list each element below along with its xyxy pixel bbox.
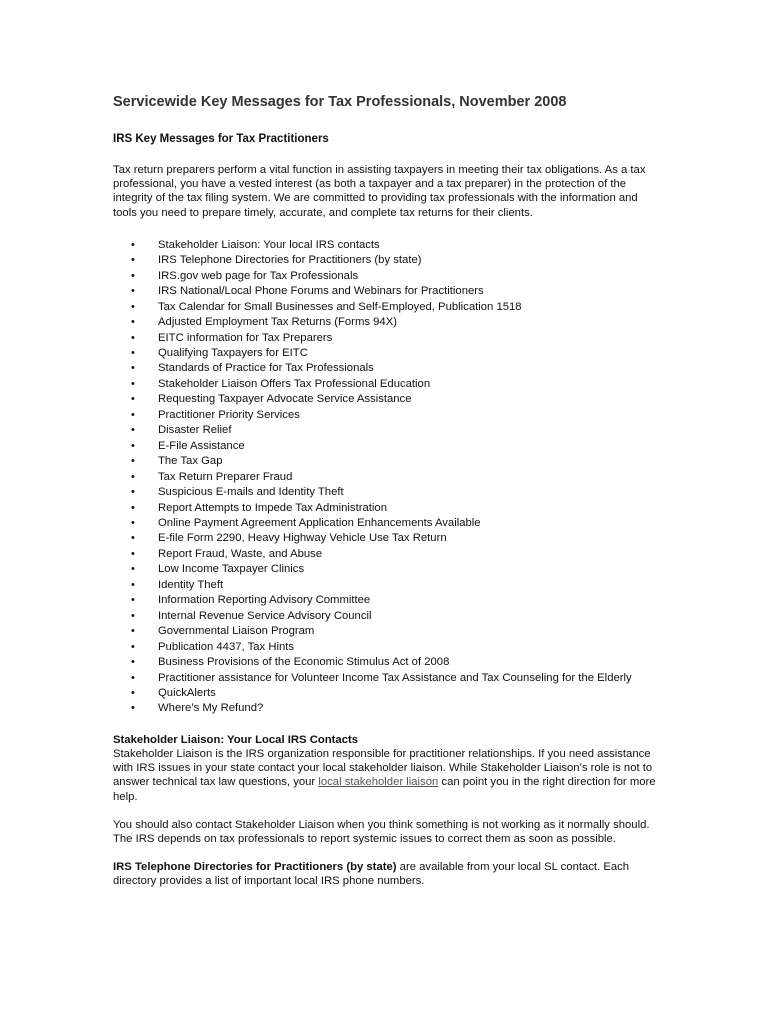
topic-list-item (113, 671, 658, 686)
topic-label: Information Reporting Advisory Committee (158, 594, 371, 607)
liaison-text-before: Stakeholder Liaison is the IRS organization responsible for practitioner relationships. If you need assistance with IRS issues in your state contact your local stakeholder liaison. While Stakeholder Liaison’s role is not to answer technical tax law questions, your (113, 748, 653, 789)
bullet-icon: • (131, 609, 135, 622)
topic-label: Tax Calendar for Small Businesses and Self-Employed, Publication 1518 (158, 300, 522, 313)
directories-text: are available from your local SL contact. Each directory provides a list of important local IRS phone numbers. (113, 861, 630, 888)
liaison-paragraph (113, 747, 658, 804)
topic-label: Internal Revenue Service Advisory Council (158, 609, 372, 622)
section-subtitle: IRS Key Messages for Tax Practitioners (113, 133, 329, 145)
topic-list-item (113, 300, 658, 315)
topic-list-item (113, 701, 658, 716)
topic-label: Disaster Relief (158, 424, 232, 437)
liaison-text-after: can point you in the right direction for more help. (113, 776, 656, 803)
topic-list-item (113, 609, 658, 624)
topic-list-item (113, 238, 658, 253)
topic-label: Identity Theft (158, 578, 224, 591)
topic-label: Report Fraud, Waste, and Abuse (158, 547, 323, 560)
topic-label: Stakeholder Liaison Offers Tax Professional Education (158, 377, 431, 390)
topic-list-item (113, 392, 658, 407)
topic-list-item (113, 593, 658, 608)
bullet-icon: • (131, 563, 135, 576)
topic-label: E-file Form 2290, Heavy Highway Vehicle Use Tax Return (158, 532, 447, 545)
topic-list-item (113, 269, 658, 284)
topic-list-item (113, 361, 658, 376)
topic-label: Qualifying Taxpayers for EITC (158, 346, 308, 359)
topic-label: Report Attempts to Impede Tax Administration (158, 501, 387, 514)
topic-label: Practitioner assistance for Volunteer Income Tax Assistance and Tax Counseling for the Elderly (158, 671, 632, 684)
topic-label: Online Payment Agreement Application Enhancements Available (158, 516, 481, 529)
topic-list-item (113, 439, 658, 454)
bullet-icon: • (131, 625, 135, 638)
bullet-icon: • (131, 501, 135, 514)
bullet-icon: • (131, 578, 135, 591)
topic-list-item (113, 284, 658, 299)
local-stakeholder-liaison-link[interactable]: local stakeholder liaison (318, 776, 439, 789)
topic-label: Requesting Taxpayer Advocate Service Assistance (158, 393, 412, 406)
bullet-icon: • (131, 455, 135, 468)
topic-list-item (113, 640, 658, 655)
bullet-icon: • (131, 393, 135, 406)
topic-label: IRS National/Local Phone Forums and Webinars for Practitioners (158, 285, 484, 298)
topic-list-item (113, 531, 658, 546)
topic-list-item (113, 578, 658, 593)
bullet-icon: • (131, 532, 135, 545)
topic-list-item (113, 253, 658, 268)
intro-paragraph: Tax return preparers perform a vital function in assisting taxpayers in meeting their tax obligations. As a tax professional, you have a vested interest (as both a taxpayer and a tax preparer) in the protection of the integrity of the tax filing system. We are committed to providing tax professionals with the information and tools you need to prepare timely, accurate, and complete tax returns for their clients. (113, 164, 646, 219)
topic-label: Tax Return Preparer Fraud (158, 470, 293, 483)
bullet-icon: • (131, 547, 135, 560)
liaison-heading: Stakeholder Liaison: Your Local IRS Contacts (113, 733, 359, 746)
topic-label: Low Income Taxpayer Clinics (158, 563, 305, 576)
topic-list-item (113, 485, 658, 500)
topic-list-item (113, 454, 658, 469)
topic-label: Practitioner Priority Services (158, 408, 300, 421)
bullet-icon: • (131, 254, 135, 267)
topic-list-item (113, 315, 658, 330)
topic-list-item (113, 624, 658, 639)
bullet-icon: • (131, 516, 135, 529)
bullet-icon: • (131, 238, 135, 251)
bullet-icon: • (131, 408, 135, 421)
bullet-icon: • (131, 702, 135, 715)
document-content (113, 92, 658, 889)
bullet-icon: • (131, 470, 135, 483)
topic-label: QuickAlerts (158, 686, 216, 699)
topic-list-item (113, 331, 658, 346)
bullet-icon: • (131, 269, 135, 282)
liaison-contact-paragraph: You should also contact Stakeholder Liaison when you think something is not working as it normally should. The IRS depends on tax professionals to report systemic issues to correct them as soon as possible. (113, 818, 650, 846)
bullet-icon: • (131, 656, 135, 669)
topic-label: Stakeholder Liaison: Your local IRS contacts (158, 238, 380, 251)
topic-list-item (113, 655, 658, 670)
bullet-icon: • (131, 285, 135, 298)
topic-label: Governmental Liaison Program (158, 625, 315, 638)
topic-label: IRS Telephone Directories for Practitioners (by state) (158, 254, 422, 267)
topic-label: E-File Assistance (158, 439, 245, 452)
bullet-icon: • (131, 331, 135, 344)
topic-label: Where’s My Refund? (158, 702, 264, 715)
topic-list-item (113, 686, 658, 701)
topic-label: Business Provisions of the Economic Stimulus Act of 2008 (158, 656, 450, 669)
bullet-icon: • (131, 439, 135, 452)
bullet-icon: • (131, 316, 135, 329)
topic-label: Adjusted Employment Tax Returns (Forms 94X) (158, 316, 397, 329)
topic-label: The Tax Gap (158, 455, 223, 468)
topic-list-item (113, 547, 658, 562)
topic-list-item (113, 377, 658, 392)
topic-list-item (113, 470, 658, 485)
bullet-icon: • (131, 377, 135, 390)
topic-list-item (113, 516, 658, 531)
bullet-icon: • (131, 424, 135, 437)
topic-list-item (113, 346, 658, 361)
page-title: Servicewide Key Messages for Tax Professionals, November 2008 (113, 94, 567, 110)
bullet-icon: • (131, 640, 135, 653)
directories-paragraph (113, 860, 658, 888)
topic-label: Suspicious E-mails and Identity Theft (158, 486, 344, 499)
topic-label: EITC information for Tax Preparers (158, 331, 333, 344)
bullet-icon: • (131, 686, 135, 699)
topic-label: Publication 4437, Tax Hints (158, 640, 295, 653)
bullet-icon: • (131, 486, 135, 499)
bullet-icon: • (131, 671, 135, 684)
bullet-icon: • (131, 346, 135, 359)
topic-list-item (113, 423, 658, 438)
directories-bold-lead: IRS Telephone Directories for Practitioners (by state) (113, 861, 397, 874)
topic-label: IRS.gov web page for Tax Professionals (158, 269, 359, 282)
bullet-icon: • (131, 362, 135, 375)
topic-list-item (113, 562, 658, 577)
topic-list-item (113, 501, 658, 516)
topic-list-item (113, 408, 658, 423)
topic-label: Standards of Practice for Tax Professionals (158, 362, 374, 375)
topic-list (113, 238, 658, 717)
bullet-icon: • (131, 300, 135, 313)
bullet-icon: • (131, 594, 135, 607)
